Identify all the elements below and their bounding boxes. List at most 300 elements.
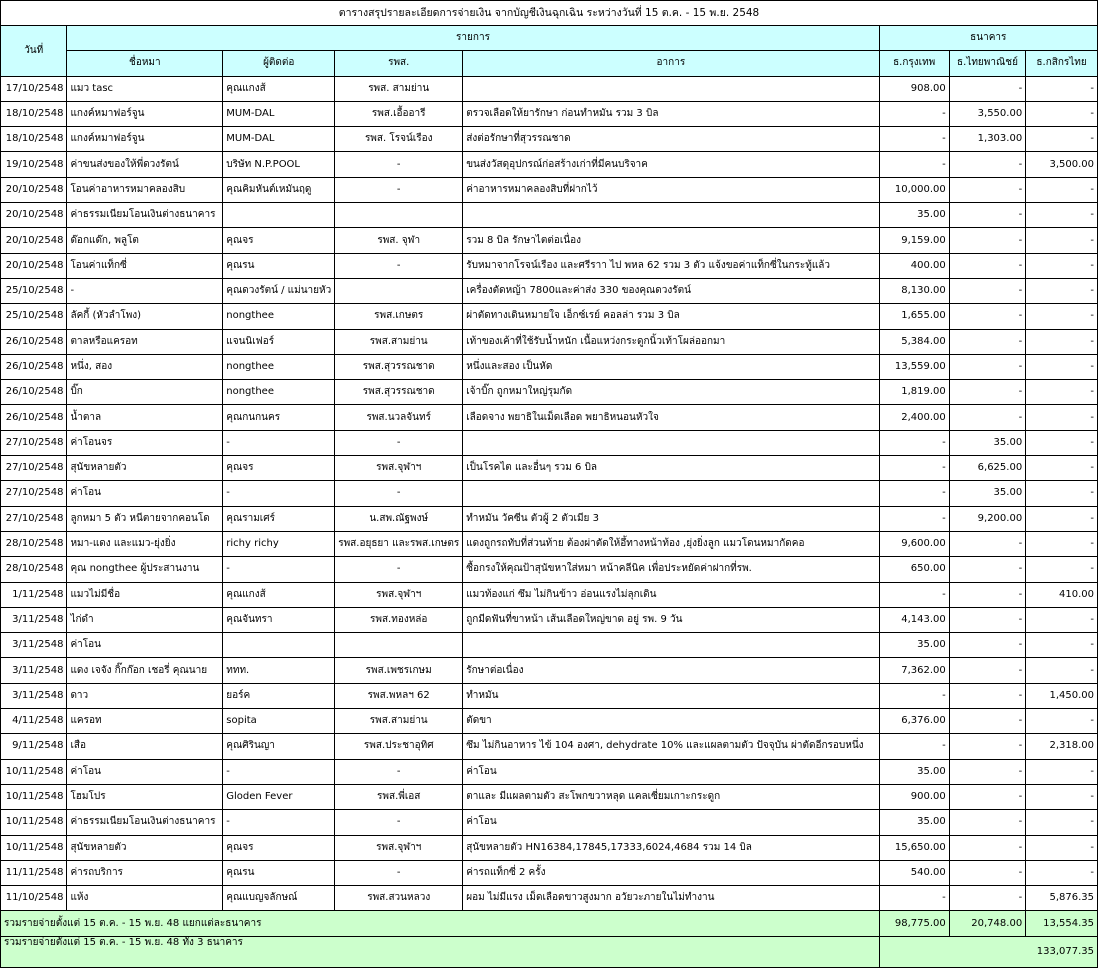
cell-symptom: เลือดจาง พยาธิในเม็ดเลือด พยาธิหนอนหัวใจ: [463, 405, 879, 430]
cell-symptom: รับหมาจากโรจน์เรือง และศรีราา ไป พหล 62 รวม 3 ตัว แจ้งขอค่าแท็กซี่ในกระทู้แล้ว: [463, 253, 879, 278]
cell-name: น้ำตาล: [67, 405, 223, 430]
header-items-group: รายการ: [67, 26, 879, 51]
cell-bank-bangkok: 35.00: [879, 633, 949, 658]
table-row: [1, 405, 1098, 430]
cell-bank-bangkok: -: [879, 683, 949, 708]
cell-date: 20/10/2548: [1, 177, 67, 202]
cell-symptom: ค่าโอน: [463, 759, 879, 784]
cell-name: ดาว: [67, 683, 223, 708]
cell-bank-kasikorn: -: [1026, 76, 1098, 101]
cell-symptom: หนึ่งและสอง เป็นหัด: [463, 354, 879, 379]
cell-bank-kasikorn: -: [1026, 658, 1098, 683]
cell-bank-scb: -: [949, 354, 1025, 379]
cell-date: 26/10/2548: [1, 405, 67, 430]
cell-hospital: รพส.จุฬาฯ: [335, 456, 463, 481]
cell-contact: บริษัท N.P.POOL: [223, 152, 335, 177]
cell-bank-bangkok: -: [879, 506, 949, 531]
cell-symptom: รวม 8 บิล รักษาไตต่อเนื่อง: [463, 228, 879, 253]
cell-symptom: [463, 203, 879, 228]
cell-bank-kasikorn: -: [1026, 177, 1098, 202]
cell-bank-bangkok: 908.00: [879, 76, 949, 101]
table-row: [1, 759, 1098, 784]
cell-name: สุนัขหลายตัว: [67, 456, 223, 481]
cell-hospital: รพส.พหลฯ 62: [335, 683, 463, 708]
cell-contact: MUM-DAL: [223, 127, 335, 152]
cell-hospital: รพส.พี่เอส: [335, 784, 463, 809]
cell-symptom: ตรวจเลือดให้ยารักษา ก่อนทำหมัน รวม 3 บิล: [463, 101, 879, 126]
cell-hospital: รพส.สามย่าน: [335, 709, 463, 734]
cell-bank-scb: -: [949, 734, 1025, 759]
summary-bank-scb: 20,748.00: [949, 911, 1025, 936]
cell-contact: [223, 633, 335, 658]
cell-bank-kasikorn: -: [1026, 430, 1098, 455]
header-hospital: รพส.: [335, 51, 463, 76]
cell-hospital: รพส. สามย่าน: [335, 76, 463, 101]
cell-date: 20/10/2548: [1, 228, 67, 253]
table-row: [1, 456, 1098, 481]
table-row: [1, 127, 1098, 152]
cell-bank-bangkok: -: [879, 456, 949, 481]
cell-bank-bangkok: -: [879, 886, 949, 911]
cell-name: บิ๊ก: [67, 380, 223, 405]
cell-bank-scb: -: [949, 76, 1025, 101]
cell-bank-bangkok: 8,130.00: [879, 278, 949, 303]
cell-name: ลัคกี้ (หัวลำโพง): [67, 304, 223, 329]
header-contact: ผู้ติดต่อ: [223, 51, 335, 76]
cell-contact: -: [223, 810, 335, 835]
cell-bank-kasikorn: -: [1026, 456, 1098, 481]
cell-symptom: ทำหมัน วัคซีน ตัวผู้ 2 ตัวเมีย 3: [463, 506, 879, 531]
cell-hospital: รพส. จุฬา: [335, 228, 463, 253]
cell-contact: คุณจร: [223, 835, 335, 860]
cell-bank-kasikorn: -: [1026, 228, 1098, 253]
cell-bank-scb: -: [949, 709, 1025, 734]
cell-date: 11/10/2548: [1, 886, 67, 911]
cell-contact: คุณจันทรา: [223, 607, 335, 632]
table-row: [1, 683, 1098, 708]
header-date: วันที่: [1, 26, 67, 77]
table-row: [1, 101, 1098, 126]
cell-bank-bangkok: 400.00: [879, 253, 949, 278]
cell-hospital: -: [335, 152, 463, 177]
cell-date: 3/11/2548: [1, 658, 67, 683]
table-row: [1, 430, 1098, 455]
cell-hospital: -: [335, 481, 463, 506]
cell-date: 20/10/2548: [1, 253, 67, 278]
cell-bank-kasikorn: -: [1026, 203, 1098, 228]
cell-hospital: รพส.อยุธยา และรพส.เกษตร: [335, 531, 463, 556]
cell-date: 10/11/2548: [1, 784, 67, 809]
cell-bank-kasikorn: -: [1026, 354, 1098, 379]
cell-name: โฮมโปร: [67, 784, 223, 809]
cell-hospital: [335, 278, 463, 303]
cell-date: 18/10/2548: [1, 127, 67, 152]
header-bank-bangkok: ธ.กรุงเทพ: [879, 51, 949, 76]
cell-contact: -: [223, 759, 335, 784]
summary-by-bank-row: [1, 911, 1098, 936]
cell-hospital: รพส.สุวรรณชาด: [335, 380, 463, 405]
cell-contact: คุณจร: [223, 456, 335, 481]
cell-bank-kasikorn: -: [1026, 835, 1098, 860]
cell-bank-bangkok: 7,362.00: [879, 658, 949, 683]
table-row: [1, 835, 1098, 860]
summary-bank-kasikorn: 13,554.35: [1026, 911, 1098, 936]
header-symptom: อาการ: [463, 51, 879, 76]
cell-date: 1/11/2548: [1, 582, 67, 607]
cell-contact: แจนนิเฟอร์: [223, 329, 335, 354]
cell-bank-kasikorn: -: [1026, 101, 1098, 126]
cell-bank-scb: -: [949, 886, 1025, 911]
cell-bank-kasikorn: -: [1026, 633, 1098, 658]
table-row: [1, 633, 1098, 658]
cell-bank-kasikorn: -: [1026, 405, 1098, 430]
cell-contact: ยอร์ค: [223, 683, 335, 708]
cell-bank-bangkok: -: [879, 582, 949, 607]
cell-date: 27/10/2548: [1, 481, 67, 506]
cell-bank-kasikorn: 3,500.00: [1026, 152, 1098, 177]
cell-symptom: แดงถูกรถทับที่ส่วนท้าย ต้องผ่าตัดให้อึ้ทางหน้าท้อง ,ยุ่งยิ่งลูก แมวโดนหมากัดคอ: [463, 531, 879, 556]
table-row: [1, 557, 1098, 582]
cell-name: ไก่ดำ: [67, 607, 223, 632]
cell-contact: คุณกนกนคร: [223, 405, 335, 430]
cell-bank-kasikorn: -: [1026, 784, 1098, 809]
cell-date: 27/10/2548: [1, 506, 67, 531]
table-row: [1, 76, 1098, 101]
cell-date: 25/10/2548: [1, 304, 67, 329]
cell-hospital: รพส.จุฬาฯ: [335, 582, 463, 607]
table-row: [1, 481, 1098, 506]
cell-date: 27/10/2548: [1, 456, 67, 481]
cell-name: ตาลหรือแครอท: [67, 329, 223, 354]
cell-hospital: -: [335, 557, 463, 582]
table-row: [1, 886, 1098, 911]
cell-symptom: ค่าอาหารหมาคลองสิบที่ฝากไว้: [463, 177, 879, 202]
table-row: [1, 531, 1098, 556]
header-bank-group: ธนาคาร: [879, 26, 1097, 51]
cell-bank-bangkok: 650.00: [879, 557, 949, 582]
cell-bank-kasikorn: -: [1026, 481, 1098, 506]
cell-date: 11/11/2548: [1, 860, 67, 885]
cell-contact: ททท.: [223, 658, 335, 683]
cell-hospital: -: [335, 759, 463, 784]
cell-bank-scb: -: [949, 784, 1025, 809]
cell-bank-scb: 1,303.00: [949, 127, 1025, 152]
cell-bank-kasikorn: -: [1026, 329, 1098, 354]
cell-name: ค่าโอน: [67, 481, 223, 506]
cell-date: 9/11/2548: [1, 734, 67, 759]
cell-bank-bangkok: 4,143.00: [879, 607, 949, 632]
cell-contact: คุณรน: [223, 860, 335, 885]
cell-name: ค่าธรรมเนียมโอนเงินต่างธนาคาร: [67, 810, 223, 835]
cell-name: แดง เจจัง กิ๊กก๊อก เชอรี่ คุณนาย: [67, 658, 223, 683]
cell-hospital: -: [335, 253, 463, 278]
cell-bank-scb: -: [949, 810, 1025, 835]
cell-contact: Gloden Fever: [223, 784, 335, 809]
cell-name: ลูกหมา 5 ตัว หนีตายจากคอนโด: [67, 506, 223, 531]
cell-date: 3/11/2548: [1, 607, 67, 632]
cell-symptom: ค่ารถแท็กซี่ 2 ครั้ง: [463, 860, 879, 885]
cell-bank-scb: -: [949, 683, 1025, 708]
table-row: [1, 253, 1098, 278]
cell-symptom: ค่าโอน: [463, 810, 879, 835]
cell-date: 26/10/2548: [1, 329, 67, 354]
table-row: [1, 709, 1098, 734]
cell-bank-scb: 3,550.00: [949, 101, 1025, 126]
cell-bank-bangkok: 1,655.00: [879, 304, 949, 329]
cell-hospital: [335, 633, 463, 658]
cell-bank-kasikorn: -: [1026, 860, 1098, 885]
cell-hospital: รพส. โรจน์เรือง: [335, 127, 463, 152]
cell-bank-kasikorn: -: [1026, 607, 1098, 632]
cell-name: แมวไม่มีชื่อ: [67, 582, 223, 607]
cell-name: ค่ารถบริการ: [67, 860, 223, 885]
cell-bank-bangkok: 540.00: [879, 860, 949, 885]
cell-symptom: เจ้าบิ๊ก ถูกหมาใหญ่รุมกัด: [463, 380, 879, 405]
table-row: [1, 354, 1098, 379]
table-row: [1, 152, 1098, 177]
cell-bank-bangkok: 13,559.00: [879, 354, 949, 379]
cell-bank-bangkok: 35.00: [879, 810, 949, 835]
cell-bank-bangkok: 35.00: [879, 203, 949, 228]
cell-date: 10/11/2548: [1, 810, 67, 835]
cell-bank-bangkok: -: [879, 101, 949, 126]
cell-bank-kasikorn: -: [1026, 304, 1098, 329]
cell-contact: คุณแกงส้: [223, 76, 335, 101]
cell-bank-kasikorn: -: [1026, 531, 1098, 556]
cell-hospital: รพส.เพชรเกษม: [335, 658, 463, 683]
cell-name: สุนัขหลายตัว: [67, 835, 223, 860]
cell-bank-bangkok: 10,000.00: [879, 177, 949, 202]
cell-symptom: ถูกมีดฟันที่ขาหน้า เส้นเลือดใหญ่ขาด อยู่ รพ. 9 วัน: [463, 607, 879, 632]
cell-contact: [223, 203, 335, 228]
cell-name: ค่าโอน: [67, 633, 223, 658]
cell-bank-scb: -: [949, 835, 1025, 860]
header-bank-scb: ธ.ไทยพาณิชย์: [949, 51, 1025, 76]
cell-bank-bangkok: -: [879, 734, 949, 759]
cell-bank-bangkok: 900.00: [879, 784, 949, 809]
cell-hospital: รพส.นวลจันทร์: [335, 405, 463, 430]
cell-hospital: รพส.ทองหล่อ: [335, 607, 463, 632]
cell-name: ค่าธรรมเนียมโอนเงินต่างธนาคาร: [67, 203, 223, 228]
cell-date: 3/11/2548: [1, 633, 67, 658]
cell-bank-scb: -: [949, 152, 1025, 177]
cell-name: หมา-แดง และแมว-ยุ่งยิ่ง: [67, 531, 223, 556]
cell-contact: คุณจร: [223, 228, 335, 253]
table-row: [1, 784, 1098, 809]
cell-name: โอนค่าอาหารหมาคลองสิบ: [67, 177, 223, 202]
cell-hospital: -: [335, 860, 463, 885]
cell-date: 26/10/2548: [1, 380, 67, 405]
cell-contact: คุณศิรินญา: [223, 734, 335, 759]
cell-name: ค่าโอน: [67, 759, 223, 784]
cell-bank-scb: 6,625.00: [949, 456, 1025, 481]
cell-name: โอนค่าแท็กซี่: [67, 253, 223, 278]
cell-bank-kasikorn: -: [1026, 557, 1098, 582]
cell-bank-kasikorn: -: [1026, 709, 1098, 734]
cell-bank-scb: -: [949, 329, 1025, 354]
cell-contact: คุณคิมหันต์เหมันฤดู: [223, 177, 335, 202]
cell-date: 26/10/2548: [1, 354, 67, 379]
table-row: [1, 734, 1098, 759]
cell-bank-scb: -: [949, 380, 1025, 405]
cell-symptom: ซึม ไม่กินอาหาร ไข้ 104 องศา, dehydrate 10% และแผลตามตัว ปัจจุบัน ผ่าตัดอีกรอบหนึ่ง: [463, 734, 879, 759]
cell-contact: nongthee: [223, 380, 335, 405]
cell-contact: คุณแบญจลักษณ์: [223, 886, 335, 911]
cell-bank-scb: 35.00: [949, 481, 1025, 506]
cell-date: 3/11/2548: [1, 683, 67, 708]
table-row: [1, 278, 1098, 303]
cell-name: แครอท: [67, 709, 223, 734]
cell-contact: sopita: [223, 709, 335, 734]
cell-hospital: -: [335, 810, 463, 835]
cell-date: 28/10/2548: [1, 557, 67, 582]
cell-date: 18/10/2548: [1, 101, 67, 126]
cell-symptom: ขนส่งวัสดุอุปกรณ์ก่อสร้างเก่าที่มีคนบริจาค: [463, 152, 879, 177]
cell-bank-bangkok: 35.00: [879, 759, 949, 784]
cell-bank-kasikorn: 5,876.35: [1026, 886, 1098, 911]
cell-symptom: ตาและ มีแผลตามตัว สะโพกขวาหลุด แคลเซี่ยมเกาะกระดูก: [463, 784, 879, 809]
table-title: ตารางสรุปรายละเอียดการจ่ายเงิน จากบัญชีเงินฉุกเฉิน ระหว่างวันที่ 15 ต.ค. - 15 พ.ย. 2548: [1, 1, 1098, 26]
table-row: [1, 506, 1098, 531]
cell-bank-kasikorn: -: [1026, 759, 1098, 784]
cell-name: หนึ่ง, สอง: [67, 354, 223, 379]
cell-date: 28/10/2548: [1, 531, 67, 556]
cell-bank-kasikorn: -: [1026, 127, 1098, 152]
cell-contact: -: [223, 557, 335, 582]
cell-date: 25/10/2548: [1, 278, 67, 303]
cell-bank-scb: -: [949, 759, 1025, 784]
cell-bank-scb: -: [949, 253, 1025, 278]
cell-bank-bangkok: 1,819.00: [879, 380, 949, 405]
cell-bank-scb: -: [949, 278, 1025, 303]
cell-bank-bangkok: 15,650.00: [879, 835, 949, 860]
cell-symptom: ผอม ไม่มีแรง เม็ดเลือดขาวสูงมาก อวัยวะภายในไม่ทำงาน: [463, 886, 879, 911]
cell-name: คุณ nongthee ผู้ประสานงาน: [67, 557, 223, 582]
cell-name: เสือ: [67, 734, 223, 759]
summary-total-value: 133,077.35: [879, 936, 1097, 967]
summary-total-label: รวมรายจ่ายตั้งแต่ 15 ต.ค. - 15 พ.ย. 48 ทั้ง 3 ธนาคาร: [1, 936, 880, 967]
cell-bank-scb: -: [949, 557, 1025, 582]
cell-name: ด๊อกแด๊ก, พลูโต: [67, 228, 223, 253]
cell-contact: คุณรามเศร์: [223, 506, 335, 531]
cell-bank-bangkok: 6,376.00: [879, 709, 949, 734]
cell-symptom: ซื้อกรงให้คุณป้าสุนัขหาใส่หมา หน้าคลีนิค เพื่อประหยัดค่าฝากที่รพ.: [463, 557, 879, 582]
cell-name: ค่าขนส่งของให้พี่ดวงรัตน์: [67, 152, 223, 177]
cell-bank-bangkok: 2,400.00: [879, 405, 949, 430]
cell-bank-scb: -: [949, 860, 1025, 885]
cell-bank-kasikorn: -: [1026, 253, 1098, 278]
cell-symptom: ทำหมัน: [463, 683, 879, 708]
table-row: [1, 329, 1098, 354]
cell-symptom: เป็นโรคไต และอื่นๆ รวม 6 บิล: [463, 456, 879, 481]
table-row: [1, 304, 1098, 329]
cell-contact: คุณแกงส้: [223, 582, 335, 607]
cell-bank-bangkok: -: [879, 430, 949, 455]
cell-bank-scb: -: [949, 405, 1025, 430]
table-row: [1, 228, 1098, 253]
cell-bank-scb: 35.00: [949, 430, 1025, 455]
cell-name: แห้ง: [67, 886, 223, 911]
cell-bank-scb: 9,200.00: [949, 506, 1025, 531]
cell-contact: คุณรน: [223, 253, 335, 278]
cell-hospital: รพส.จุฬาฯ: [335, 835, 463, 860]
cell-hospital: [335, 203, 463, 228]
cell-date: 10/11/2548: [1, 759, 67, 784]
cell-hospital: รพส.สามย่าน: [335, 329, 463, 354]
cell-name: ค่าโอนจร: [67, 430, 223, 455]
summary-total-row: [1, 936, 1098, 967]
cell-bank-scb: -: [949, 177, 1025, 202]
cell-hospital: น.สพ.ณัฐพงษ์: [335, 506, 463, 531]
cell-symptom: แมวท้องแก่ ซึม ไม่กินข้าว อ่อนแรงไม่ลุกเดิน: [463, 582, 879, 607]
cell-hospital: รพส.ประชาอุทิศ: [335, 734, 463, 759]
cell-symptom: รักษาต่อเนื่อง: [463, 658, 879, 683]
cell-hospital: -: [335, 177, 463, 202]
cell-bank-kasikorn: 2,318.00: [1026, 734, 1098, 759]
cell-symptom: สุนัขหลายตัว HN16384,17845,17333,6024,4684 รวม 14 บิล: [463, 835, 879, 860]
table-row: [1, 380, 1098, 405]
cell-hospital: รพส.สุวรรณชาด: [335, 354, 463, 379]
cell-bank-kasikorn: -: [1026, 506, 1098, 531]
cell-symptom: [463, 481, 879, 506]
cell-contact: nongthee: [223, 354, 335, 379]
cell-symptom: [463, 633, 879, 658]
cell-bank-kasikorn: -: [1026, 278, 1098, 303]
cell-contact: คุณดวงรัตน์ / แม่นายหัว: [223, 278, 335, 303]
header-bank-kasikorn: ธ.กสิกรไทย: [1026, 51, 1098, 76]
cell-contact: -: [223, 430, 335, 455]
cell-contact: -: [223, 481, 335, 506]
summary-bank-bangkok: 98,775.00: [879, 911, 949, 936]
table-row: [1, 658, 1098, 683]
cell-bank-kasikorn: -: [1026, 810, 1098, 835]
cell-bank-kasikorn: -: [1026, 380, 1098, 405]
cell-symptom: [463, 430, 879, 455]
cell-symptom: เท้าของเค้าที่ใช้รับน้ำหนัก เนื้อแหว่งกระดูกนิ้วเท้าโผล่ออกมา: [463, 329, 879, 354]
cell-hospital: -: [335, 430, 463, 455]
cell-bank-scb: -: [949, 531, 1025, 556]
header-name: ชื่อหมา: [67, 51, 223, 76]
cell-bank-scb: -: [949, 582, 1025, 607]
cell-date: 20/10/2548: [1, 203, 67, 228]
cell-date: 17/10/2548: [1, 76, 67, 101]
cell-bank-scb: -: [949, 228, 1025, 253]
cell-bank-scb: -: [949, 633, 1025, 658]
cell-bank-scb: -: [949, 658, 1025, 683]
cell-name: แมว tasc: [67, 76, 223, 101]
cell-name: แกงค์หมาฟอร์จูน: [67, 101, 223, 126]
cell-bank-bangkok: -: [879, 152, 949, 177]
table-row: [1, 582, 1098, 607]
table-row: [1, 810, 1098, 835]
cell-symptom: ผ่าตัดทางเดินหมายใจ เอ็กซ์เรย์ คอลล่า รวม 3 บิล: [463, 304, 879, 329]
cell-bank-kasikorn: 410.00: [1026, 582, 1098, 607]
table-row: [1, 860, 1098, 885]
table-row: [1, 607, 1098, 632]
cell-bank-bangkok: 9,159.00: [879, 228, 949, 253]
cell-date: 19/10/2548: [1, 152, 67, 177]
cell-name: -: [67, 278, 223, 303]
cell-symptom: ส่งต่อรักษาที่สุวรรณชาด: [463, 127, 879, 152]
cell-bank-scb: -: [949, 203, 1025, 228]
cell-bank-bangkok: -: [879, 481, 949, 506]
cell-bank-bangkok: -: [879, 127, 949, 152]
cell-bank-kasikorn: 1,450.00: [1026, 683, 1098, 708]
cell-contact: nongthee: [223, 304, 335, 329]
cell-bank-scb: -: [949, 607, 1025, 632]
summary-by-bank-label: รวมรายจ่ายตั้งแต่ 15 ต.ค. - 15 พ.ย. 48 แยกแต่ละธนาคาร: [1, 911, 880, 936]
cell-symptom: [463, 76, 879, 101]
